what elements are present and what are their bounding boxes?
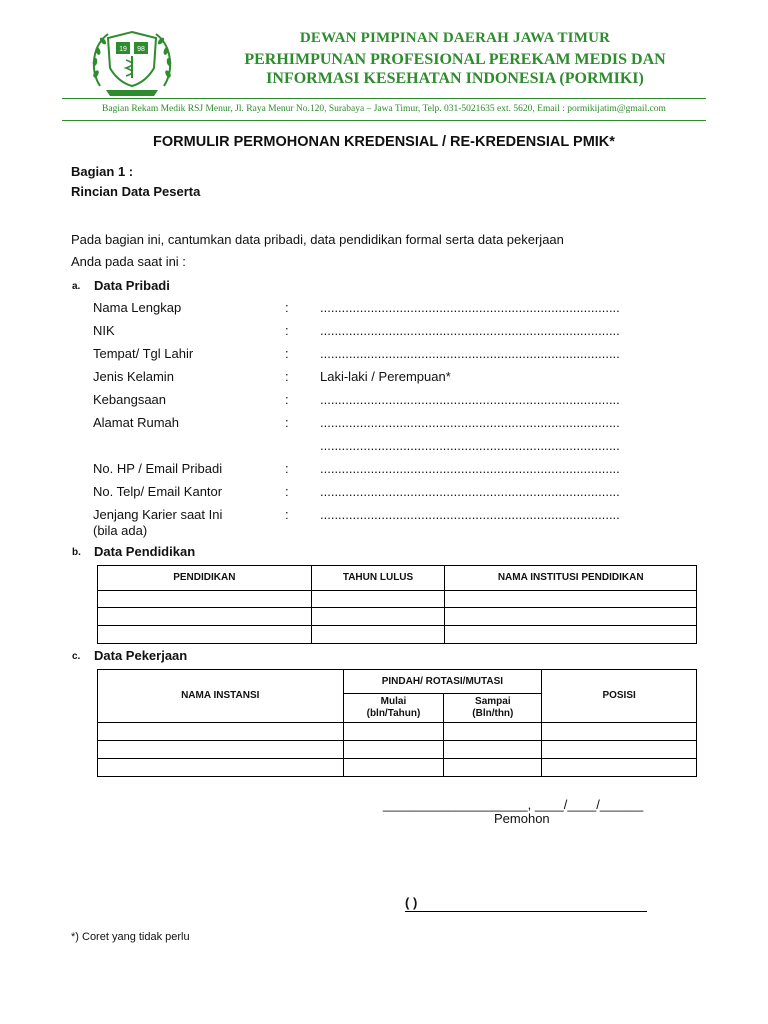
field-label-hp-email: No. HP / Email Pribadi xyxy=(93,461,223,476)
colon: : xyxy=(285,461,289,476)
section-title: Rincian Data Peserta xyxy=(71,184,201,199)
colon: : xyxy=(285,300,289,315)
table-row xyxy=(98,723,697,741)
field-value-nik[interactable]: ................................................................................... xyxy=(320,323,620,338)
table-cell[interactable] xyxy=(311,608,445,626)
header-rule-bottom xyxy=(62,120,706,121)
colon: : xyxy=(285,323,289,338)
table-cell[interactable] xyxy=(343,759,444,777)
table-cell[interactable] xyxy=(98,741,344,759)
table-cell[interactable] xyxy=(542,723,697,741)
table-row xyxy=(98,591,697,608)
table-header-row xyxy=(98,670,697,694)
table-cell[interactable] xyxy=(444,723,542,741)
part-a-marker: a. xyxy=(72,281,81,292)
table-cell[interactable] xyxy=(311,626,445,644)
header-mulai-unit: (bln/Tahun) xyxy=(366,708,421,719)
table-row xyxy=(98,608,697,626)
table-row xyxy=(98,741,697,759)
table-cell[interactable] xyxy=(445,591,697,608)
table-cell[interactable] xyxy=(445,626,697,644)
signature-role: Pemohon xyxy=(494,811,550,826)
table-cell[interactable] xyxy=(444,759,542,777)
table-header-row xyxy=(98,566,697,591)
header-mulai-label: Mulai xyxy=(380,696,407,707)
intro-line-1: Pada bagian ini, cantumkan data pribadi, data pendidikan formal serta data pekerjaan xyxy=(71,232,564,247)
table-cell[interactable] xyxy=(343,723,444,741)
org-address: Bagian Rekam Medik RSJ Menur, Jl. Raya Menur No.120, Surabaya – Jawa Timur, Telp. 031-5021635 ext. 5620, Email : pormikijatim@gmail.com xyxy=(102,104,666,114)
field-label-nama: Nama Lengkap xyxy=(93,300,182,315)
table-cell[interactable] xyxy=(444,741,542,759)
intro-line-2: Anda pada saat ini : xyxy=(71,254,186,269)
education-table xyxy=(97,565,697,644)
org-line-1: DEWAN PIMPINAN DAERAH JAWA TIMUR xyxy=(299,30,611,46)
header-tahun-lulus: TAHUN LULUS xyxy=(311,566,445,591)
field-value-alamat[interactable]: ................................................................................... xyxy=(320,415,620,430)
table-cell[interactable] xyxy=(98,608,312,626)
field-value-nama[interactable]: ................................................................................... xyxy=(320,300,620,315)
header-mulai xyxy=(343,694,444,723)
field-value-kebangsaan[interactable]: ................................................................................... xyxy=(320,392,620,407)
table-cell[interactable] xyxy=(98,591,312,608)
table-cell[interactable] xyxy=(98,723,344,741)
employment-table xyxy=(97,669,697,777)
section-label: Bagian 1 : xyxy=(71,164,134,179)
colon: : xyxy=(285,415,289,430)
colon: : xyxy=(285,346,289,361)
org-line-2: PERHIMPUNAN PROFESIONAL PEREKAM MEDIS DAN xyxy=(244,51,666,68)
field-label-ttl: Tempat/ Tgl Lahir xyxy=(93,346,194,361)
svg-text:98: 98 xyxy=(137,46,145,53)
part-c-marker: c. xyxy=(72,651,81,662)
field-value-telp-kantor[interactable]: ................................................................................... xyxy=(320,484,620,499)
signature-place-date[interactable]: ____________________, ____/____/______ xyxy=(383,797,644,812)
colon: : xyxy=(285,507,289,522)
field-label-telp-kantor: No. Telp/ Email Kantor xyxy=(93,484,223,499)
field-label-jenis-kelamin: Jenis Kelamin xyxy=(93,369,174,384)
field-value-jenjang-karier[interactable]: ................................................................................... xyxy=(320,507,620,522)
signature-name-brackets: ( ) xyxy=(405,895,418,910)
form-title: FORMULIR PERMOHONAN KREDENSIAL / RE-KREDENSIAL PMIK* xyxy=(153,134,615,150)
signature-name-line[interactable] xyxy=(405,895,647,912)
field-label-kebangsaan: Kebangsaan xyxy=(93,392,167,407)
field-label-jenjang-karier: Jenjang Karier saat Ini xyxy=(93,507,223,522)
field-value-jenis-kelamin[interactable]: Laki-laki / Perempuan* xyxy=(320,369,451,384)
pormiki-logo xyxy=(86,24,178,100)
colon: : xyxy=(285,369,289,384)
svg-text:19: 19 xyxy=(119,46,127,53)
field-value-ttl[interactable]: ................................................................................... xyxy=(320,346,620,361)
table-row xyxy=(98,626,697,644)
table-row xyxy=(98,759,697,777)
field-value-alamat-line-2[interactable]: ................................................................................... xyxy=(320,438,620,453)
table-cell[interactable] xyxy=(542,759,697,777)
field-label-nik: NIK xyxy=(93,323,115,338)
header-pendidikan: PENDIDIKAN xyxy=(98,566,312,591)
header-sampai xyxy=(444,694,542,723)
table-cell[interactable] xyxy=(311,591,445,608)
table-cell[interactable] xyxy=(98,626,312,644)
header-rule-top xyxy=(62,98,706,99)
field-value-hp-email[interactable]: ................................................................................... xyxy=(320,461,620,476)
header-posisi: POSISI xyxy=(542,670,697,723)
colon: : xyxy=(285,484,289,499)
field-note-bila-ada: (bila ada) xyxy=(93,523,148,538)
part-c-title: Data Pekerjaan xyxy=(94,648,188,663)
header-nama-instansi: NAMA INSTANSI xyxy=(98,670,344,723)
table-cell[interactable] xyxy=(542,741,697,759)
table-cell[interactable] xyxy=(98,759,344,777)
part-b-title: Data Pendidikan xyxy=(94,544,196,559)
footnote: *) Coret yang tidak perlu xyxy=(71,931,190,943)
part-a-title: Data Pribadi xyxy=(94,278,170,293)
header-nama-institusi: NAMA INSTITUSI PENDIDIKAN xyxy=(445,566,697,591)
header-sampai-label: Sampai xyxy=(475,696,511,707)
part-b-marker: b. xyxy=(72,547,81,558)
org-line-3: INFORMASI KESEHATAN INDONESIA (PORMIKI) xyxy=(266,70,644,87)
colon: : xyxy=(285,392,289,407)
table-cell[interactable] xyxy=(445,608,697,626)
header-sampai-unit: (Bln/thn) xyxy=(472,708,514,719)
field-label-alamat: Alamat Rumah xyxy=(93,415,179,430)
header-pindah-rotasi-mutasi: PINDAH/ ROTASI/MUTASI xyxy=(343,670,542,694)
table-cell[interactable] xyxy=(343,741,444,759)
